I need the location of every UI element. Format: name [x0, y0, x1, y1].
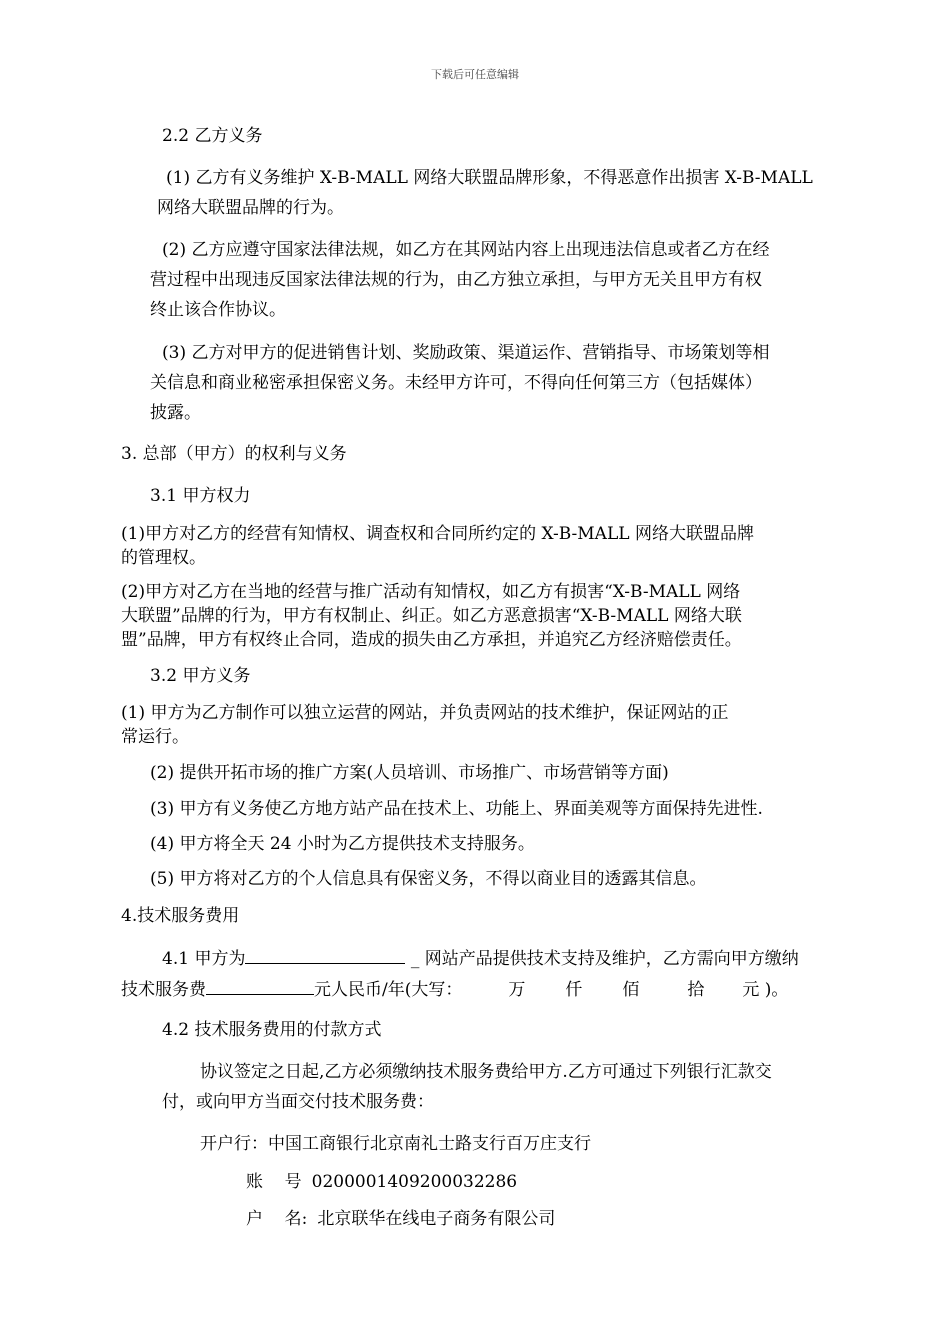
duty-3-2-2: (2) 提供开拓市场的推广方案(人员培训、市场推广、市场营销等方面)	[150, 763, 669, 783]
obligation-2-2-2-line1: (2) 乙方应遵守国家法律法规，如乙方在其网站内容上出现违法信息或者乙方在经	[162, 240, 770, 260]
obligation-2-2-3-line3: 披露。	[150, 403, 201, 423]
bank-label: 开户行：	[200, 1134, 268, 1154]
unit-shi: 拾	[687, 980, 705, 1000]
section-2-2-title: 2.2 乙方义务	[162, 126, 263, 146]
account-label: 账 号	[246, 1172, 302, 1192]
section-4-2-title: 4.2 技术服务费用的付款方式	[162, 1020, 382, 1040]
unit-bai: 佰	[622, 980, 640, 1000]
right-3-1-1-line2: 的管理权。	[121, 548, 206, 568]
bank-value: 中国工商银行北京南礼士路支行百万庄支行	[268, 1134, 591, 1154]
right-3-1-2-line3: 盟”品牌，甲方有权终止合同，造成的损失由乙方承担，并追究乙方经济赔偿责任。	[121, 630, 742, 650]
section-3-title: 3. 总部（甲方）的权利与义务	[121, 444, 347, 464]
duty-3-2-5: (5) 甲方将对乙方的个人信息具有保密义务，不得以商业目的透露其信息。	[150, 869, 707, 889]
section-3-1-title: 3.1 甲方权力	[150, 486, 251, 506]
payment-line2: 付，或向甲方当面交付技术服务费：	[162, 1092, 434, 1112]
fee-4-1-prefix: 4.1 甲方为	[162, 949, 246, 969]
right-3-1-1-line1: (1)甲方对乙方的经营有知情权、调查权和合同所约定的 X-B-MALL 网络大联盟品牌	[121, 524, 754, 544]
unit-qian: 仟	[565, 980, 583, 1000]
payment-line1: 协议签定之日起,乙方必须缴纳技术服务费给甲方.乙方可通过下列银行汇款交	[200, 1062, 772, 1082]
right-3-1-2-line2: 大联盟”品牌的行为，甲方有权制止、纠正。如乙方恶意损害“X-B-MALL 网络大联	[121, 606, 742, 626]
account-name-label: 户 名:	[246, 1209, 308, 1229]
right-3-1-2-line1: (2)甲方对乙方在当地的经营与推广活动有知情权，如乙方有损害“X-B-MALL 网络	[121, 582, 741, 602]
fee-currency-text: 元人民币/年(大写：	[314, 980, 463, 1000]
unit-wan: 万	[508, 980, 526, 1000]
fee-4-1-rest: _ 网站产品提供技术支持及维护，乙方需向甲方缴纳	[410, 949, 799, 969]
obligation-2-2-2-line2: 营过程中出现违反国家法律法规的行为，由乙方独立承担，与甲方无关且甲方有权	[150, 270, 762, 290]
fee-label: 技术服务费	[121, 980, 206, 1000]
obligation-2-2-1-line2: 网络大联盟品牌的行为。	[157, 198, 344, 218]
account-row	[246, 1170, 517, 1194]
obligation-2-2-1-line1: (1) 乙方有义务维护 X-B-MALL 网络大联盟品牌形象，不得恶意作出损害 X-B-MALL	[166, 168, 813, 188]
account-name-row	[246, 1207, 555, 1231]
duty-3-2-1-line2: 常运行。	[121, 727, 189, 747]
duty-3-2-1-line1: (1) 甲方为乙方制作可以独立运营的网站，并负责网站的技术维护，保证网站的正	[121, 703, 729, 723]
duty-3-2-4: (4) 甲方将全天 24 小时为乙方提供技术支持服务。	[150, 834, 535, 854]
unit-yuan: 元 )。	[742, 980, 789, 1000]
fee-amount-blank[interactable]	[206, 976, 314, 995]
obligation-2-2-3-line1: (3) 乙方对甲方的促进销售计划、奖励政策、渠道运作、营销指导、市场策划等相	[162, 343, 770, 363]
fee-4-1-line2	[121, 976, 788, 1002]
section-4-title: 4.技术服务费用	[121, 906, 240, 926]
fee-4-1-line1	[162, 945, 799, 971]
duty-3-2-3: (3) 甲方有义务使乙方地方站产品在技术上、功能上、界面美观等方面保持先进性.	[150, 799, 763, 819]
bank-row	[200, 1132, 591, 1156]
page-header: 下载后可任意编辑	[431, 68, 519, 81]
obligation-2-2-3-line2: 关信息和商业秘密承担保密义务。未经甲方许可，不得向任何第三方（包括媒体）	[150, 373, 762, 393]
obligation-2-2-2-line3: 终止该合作协议。	[150, 300, 286, 320]
account-value: 0200001409200032286	[311, 1172, 518, 1192]
website-name-blank[interactable]	[245, 945, 405, 964]
account-name-value: 北京联华在线电子商务有限公司	[317, 1209, 556, 1229]
section-3-2-title: 3.2 甲方义务	[150, 666, 251, 686]
